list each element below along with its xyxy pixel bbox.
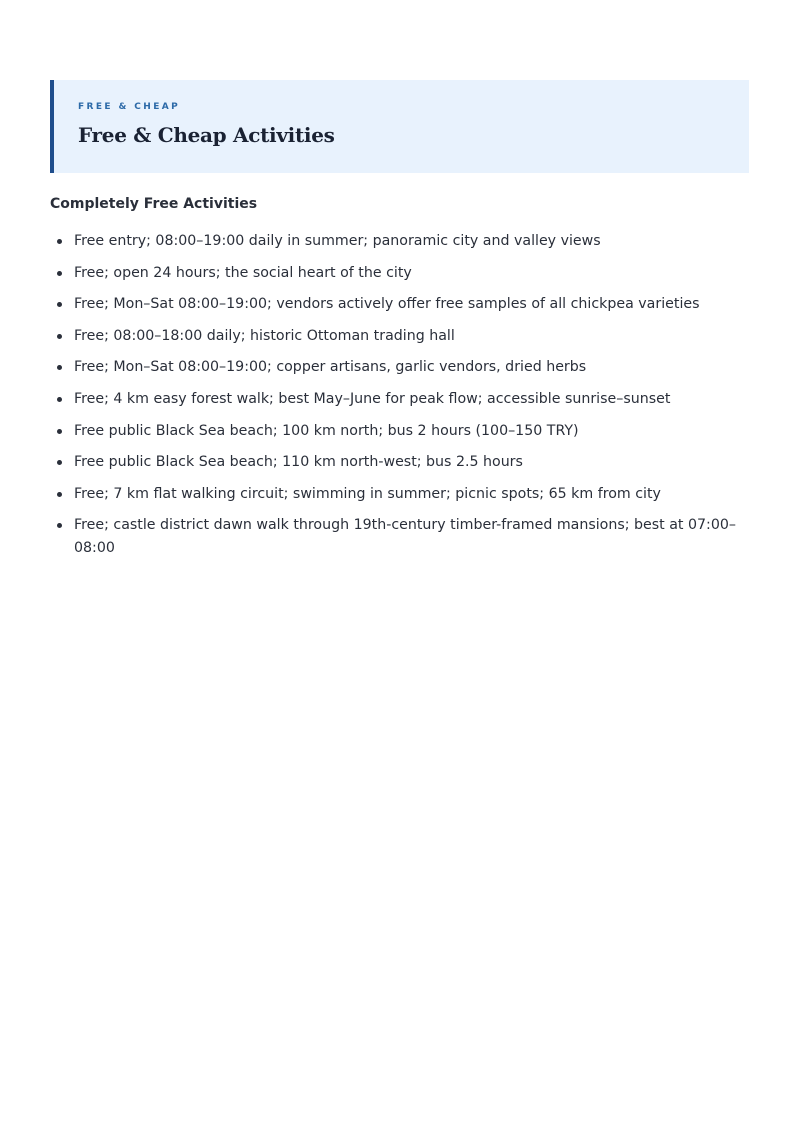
list-item bbox=[50, 356, 749, 379]
page-content bbox=[50, 80, 749, 569]
bullet-icon bbox=[57, 271, 62, 276]
bullet-icon bbox=[57, 492, 62, 497]
bullet-icon bbox=[57, 239, 62, 244]
list-item bbox=[50, 293, 749, 316]
list-item-text: Free; 4 km easy forest walk; best May–June for peak flow; accessible sunrise–sunset bbox=[74, 390, 671, 407]
list-item-text: Free public Black Sea beach; 110 km north-west; bus 2.5 hours bbox=[74, 454, 523, 471]
list-item bbox=[50, 420, 749, 443]
bullet-icon bbox=[57, 302, 62, 307]
bullet-icon bbox=[57, 460, 62, 465]
list-item-text: Free; castle district dawn walk through 19th-century timber-framed mansions; best at 07:00–08:00 bbox=[74, 517, 736, 557]
section-title: Free & Cheap Activities bbox=[78, 123, 335, 147]
free-activities-list bbox=[50, 230, 749, 560]
list-item-text: Free; 7 km flat walking circuit; swimming in summer; picnic spots; 65 km from city bbox=[74, 485, 661, 502]
bullet-icon bbox=[57, 397, 62, 402]
free-activities-heading: Completely Free Activities bbox=[50, 196, 258, 212]
list-item-text: Free; Mon–Sat 08:00–19:00; vendors actively offer free samples of all chickpea varieties bbox=[74, 296, 700, 313]
bullet-icon bbox=[57, 365, 62, 370]
list-item bbox=[50, 483, 749, 506]
list-item bbox=[50, 388, 749, 411]
bullet-icon bbox=[57, 523, 62, 528]
bullet-icon bbox=[57, 429, 62, 434]
list-item-text: Free public Black Sea beach; 100 km north; bus 2 hours (100–150 TRY) bbox=[74, 422, 579, 439]
bullet-icon bbox=[57, 334, 62, 339]
list-item bbox=[50, 262, 749, 285]
list-item-text: Free; Mon–Sat 08:00–19:00; copper artisans, garlic vendors, dried herbs bbox=[74, 359, 587, 376]
list-item-text: Free; 08:00–18:00 daily; historic Ottoman trading hall bbox=[74, 327, 455, 344]
section-eyebrow: FREE & CHEAP bbox=[78, 102, 181, 112]
list-item bbox=[50, 451, 749, 474]
section-header bbox=[50, 80, 749, 173]
list-item bbox=[50, 230, 749, 253]
list-item-text: Free; open 24 hours; the social heart of the city bbox=[74, 264, 412, 281]
list-item-text: Free entry; 08:00–19:00 daily in summer; panoramic city and valley views bbox=[74, 233, 601, 249]
list-item bbox=[50, 325, 749, 348]
list-item bbox=[50, 514, 749, 560]
